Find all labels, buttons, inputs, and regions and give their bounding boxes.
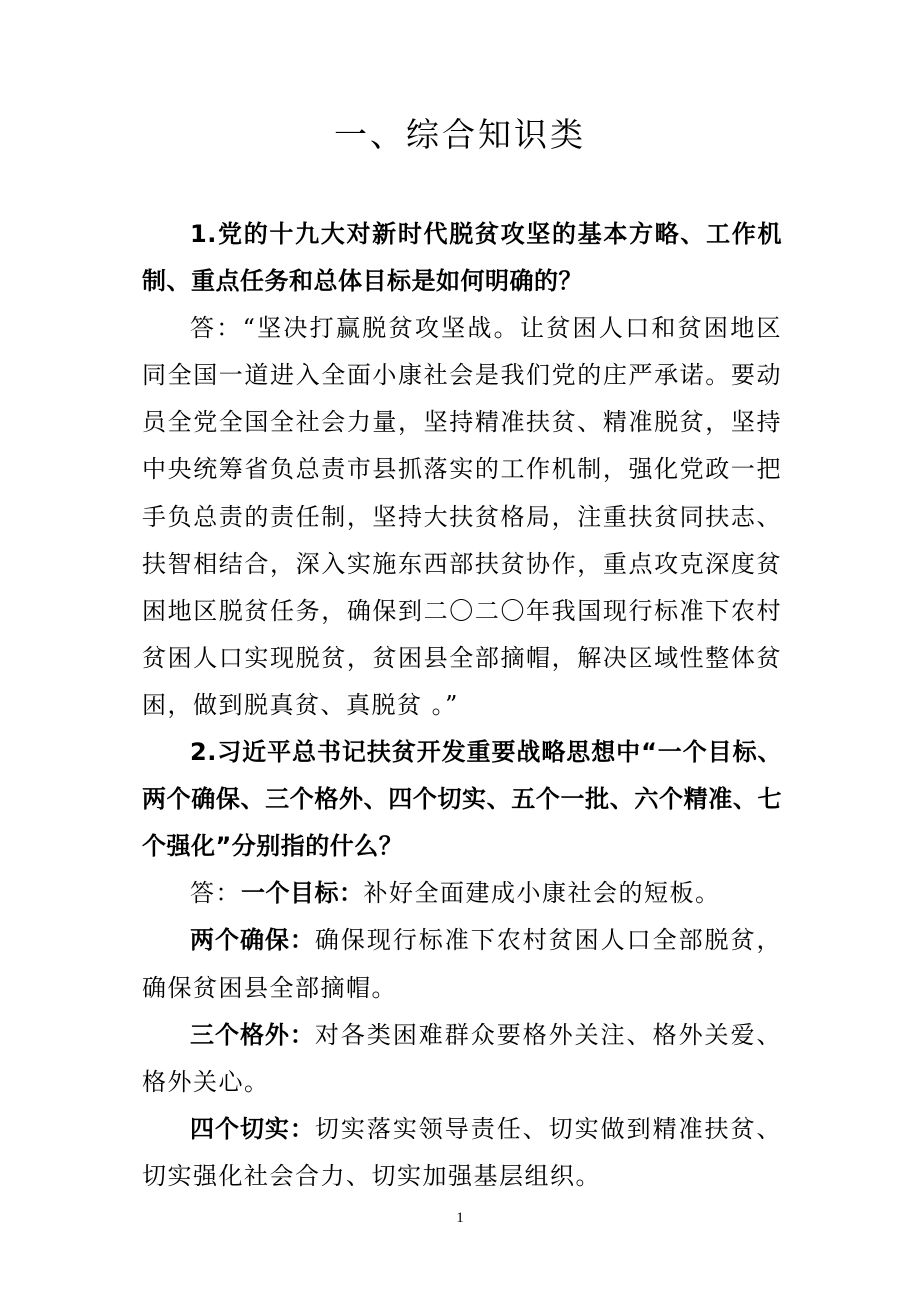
answer-prefix: 答： <box>190 879 241 908</box>
item-text: 切实落实领导责任、切实做到精准扶贫、切实强化社会合力、切实加强基层组织。 <box>142 1114 783 1190</box>
page-title: 一、综合知识类 <box>334 115 586 154</box>
document-body <box>142 211 782 1200</box>
item-text: 对各类困难群众要格外关注、格外关爱、格外关心。 <box>142 1020 783 1096</box>
question-2: 2.习近平总书记扶贫开发重要战略思想中“一个目标、两个确保、三个格外、四个切实、五个一批、六个精准、七个强化”分别指的什么？ <box>142 738 782 861</box>
answer-1: 答：“坚决打赢脱贫攻坚战。让贫困人口和贫困地区同全国一道进入全面小康社会是我们党的庄严承诺。要动员全党全国全社会力量，坚持精准扶贫、精准脱贫，坚持中央统筹省负总责市县抓落实的工作机制，强化党政一把手负总责的责任制，坚持大扶贫格局，注重扶贫同扶志、扶智相结合，深入实施东西部扶贫协作，重点攻克深度贫困地区脱贫任务，确保到二〇二〇年我国现行标准下农村贫困人口实现脱贫，贫困县全部摘帽，解决区域性整体贫困，做到脱真贫、真脱贫 。” <box>142 314 782 719</box>
item-term: 两个确保： <box>190 926 315 955</box>
answer-2-item-1 <box>142 870 782 917</box>
item-term: 四个切实： <box>190 1114 315 1143</box>
item-term: 一个目标： <box>241 879 364 908</box>
item-text: 补好全面建成小康社会的短板。 <box>363 879 721 908</box>
answer-2-item-2 <box>142 917 782 1011</box>
item-text: 确保现行标准下农村贫困人口全部脱贫，确保贫困县全部摘帽。 <box>142 926 783 1002</box>
question-1: 1.党的十九大对新时代脱贫攻坚的基本方略、工作机制、重点任务和总体目标是如何明确的？ <box>142 220 782 296</box>
item-term: 三个格外： <box>190 1020 315 1049</box>
page-number: 1 <box>456 1210 464 1226</box>
answer-2-item-4 <box>142 1106 782 1200</box>
answer-2-item-3 <box>142 1012 782 1106</box>
